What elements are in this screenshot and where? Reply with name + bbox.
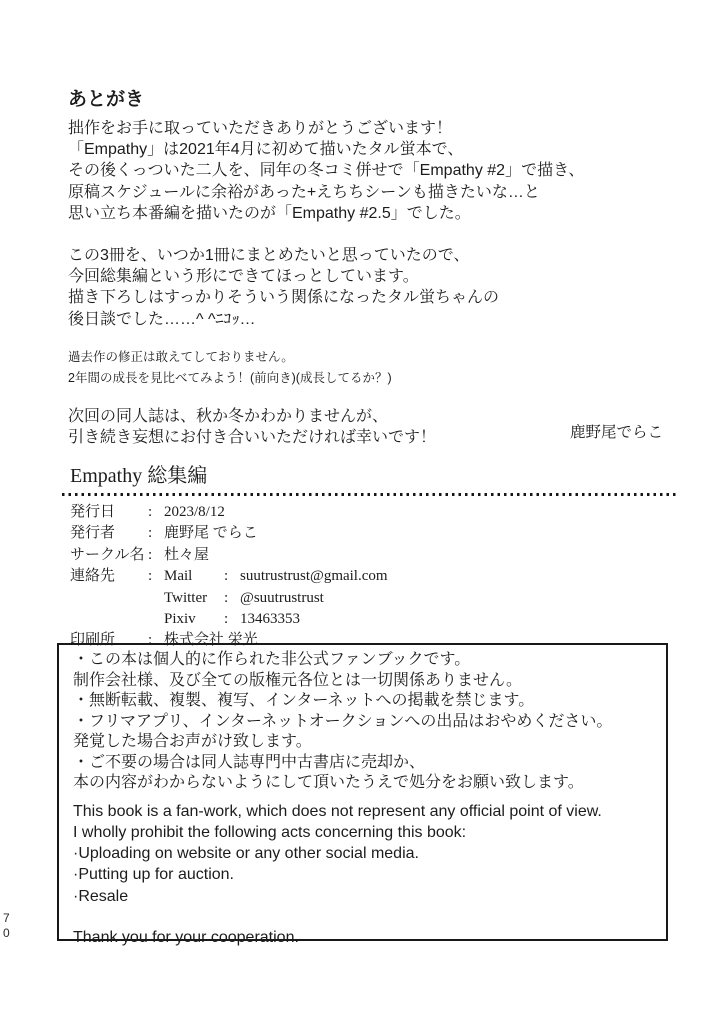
colophon-label: 印刷所 <box>70 632 116 649</box>
disclaimer-en-line: ·Uploading on website or any other social media. <box>73 845 419 863</box>
disclaimer-en-line: This book is a fan-work, which does not represent any official point of view. <box>73 802 602 820</box>
disclaimer-box <box>57 643 668 946</box>
colophon-value: 杜々屋 <box>164 546 210 563</box>
colophon-label: 発行者 <box>70 525 116 542</box>
colophon-row-circle-name <box>70 545 678 566</box>
colophon-label: 連絡先 <box>70 568 116 585</box>
colophon-colon: : <box>224 568 229 585</box>
afterword-small-line: 過去作の修正は敢えてしておりません。 <box>68 349 294 364</box>
afterword-small-note <box>68 347 584 390</box>
disclaimer-jp-line: 発覚した場合お声がけ致します。 <box>73 733 312 750</box>
afterword-paragraph-1 <box>68 118 584 224</box>
contact-service-name: Twitter <box>164 589 208 606</box>
disclaimer-thanks-line: Thank you for your cooperation. <box>73 928 299 946</box>
colophon-colon: : <box>148 568 153 585</box>
afterword-section <box>68 88 584 448</box>
afterword-text-line: その後くっついた二人を、同年の冬コミ併せで「Empathy #2」で描き、 <box>68 162 585 180</box>
colophon-title: Empathy 総集編 <box>70 465 208 487</box>
afterword-text-line: 後日談でした……^ ^ﾆｺｯ… <box>68 310 256 328</box>
afterword-heading: あとがき <box>68 89 145 110</box>
dotted-divider <box>62 493 678 496</box>
colophon-colon: : <box>224 611 229 628</box>
colophon-label: 発行日 <box>70 504 116 520</box>
contact-value: 13463353 <box>240 611 300 628</box>
colophon-rows <box>62 502 678 652</box>
colophon-colon: : <box>148 546 153 563</box>
contact-row-pixiv <box>164 609 388 630</box>
afterword-text-line: 描き下ろしはすっかりそういう関係になったタル蛍ちゃんの <box>68 289 500 307</box>
disclaimer-en-line: ·Putting up for auction. <box>73 866 234 884</box>
contact-row-twitter <box>164 588 388 609</box>
afterword-text-line: 原稿スケジュールに余裕があった+えちちシーンも描きたいな…と <box>68 183 540 201</box>
contact-service-name: Mail <box>164 568 193 585</box>
afterword-text-line: 「Empathy」は2021年4月に初めて描いたタル蛍本で、 <box>68 141 464 159</box>
afterword-text-line: 次回の同人誌は、秋か冬かわかりませんが、 <box>68 407 389 425</box>
afterword-text-line: 思い立ち本番編を描いたのが「Empathy #2.5」でした。 <box>68 204 471 222</box>
colophon-value: 鹿野尾 でらこ <box>164 525 258 542</box>
contact-value: @suutrustrust <box>240 589 324 606</box>
colophon-colon: : <box>148 632 153 649</box>
contact-list <box>164 566 388 630</box>
disclaimer-en-line: I wholly prohibit the following acts concerning this book: <box>73 823 467 841</box>
colophon-value: 株式会社 栄光 <box>164 632 258 649</box>
disclaimer-jp-line: 本の内容がわからないようにして頂いたうえで処分をお願い致します。 <box>73 774 584 791</box>
afterword-text-line: この3冊を、いつか1冊にまとめたいと思っていたので、 <box>68 247 470 265</box>
disclaimer-jp-line: ・フリマアプリ、インターネットオークションへの出品はおやめください。 <box>73 712 613 730</box>
disclaimer-jp-line: 制作会社様、及び全ての版権元各位とは一切関係ありません。 <box>73 671 522 689</box>
colophon-row-contact <box>70 566 678 630</box>
afterword-text-line: 引き続き妄想にお付き合いいただければ幸いです！ <box>68 429 437 447</box>
afterword-paragraph-2 <box>68 245 584 330</box>
afterword-text-line: 今回総集編という形にできてほっとしています。 <box>68 268 419 286</box>
colophon-label: サークル名 <box>70 546 145 563</box>
afterword-text-line: 拙作をお手に取っていただきありがとうございます！ <box>68 120 453 137</box>
contact-value: suutrustrust@gmail.com <box>240 568 388 585</box>
page-number: 70 <box>3 911 10 940</box>
colophon-section <box>62 463 678 652</box>
colophon-row-publish-date <box>70 502 678 523</box>
afterword-small-line: 2年間の成長を見比べてみよう！(前向き)(成長してるか？) <box>68 371 392 386</box>
disclaimer-jp-line: ・ご不要の場合は同人誌専門中古書店に売却か、 <box>73 753 426 771</box>
disclaimer-jp-line: ・この本は個人的に作られた非公式ファンブックです。 <box>73 651 471 668</box>
contact-service-name: Pixiv <box>164 611 196 628</box>
colophon-colon: : <box>148 504 153 520</box>
colophon-value: 2023/8/12 <box>164 504 225 520</box>
disclaimer-english <box>73 801 656 949</box>
disclaimer-japanese <box>73 650 656 794</box>
colophon-colon: : <box>148 525 153 542</box>
author-signature: 鹿野尾でらこ <box>569 424 663 441</box>
colophon-row-publisher <box>70 523 678 544</box>
colophon-colon: : <box>224 589 229 606</box>
disclaimer-jp-line: ・無断転載、複製、複写、インターネットへの掲載を禁じます。 <box>73 692 535 709</box>
disclaimer-en-line: ·Resale <box>73 887 129 905</box>
afterword-paragraph-3 <box>68 406 584 448</box>
contact-row-mail <box>164 566 388 587</box>
